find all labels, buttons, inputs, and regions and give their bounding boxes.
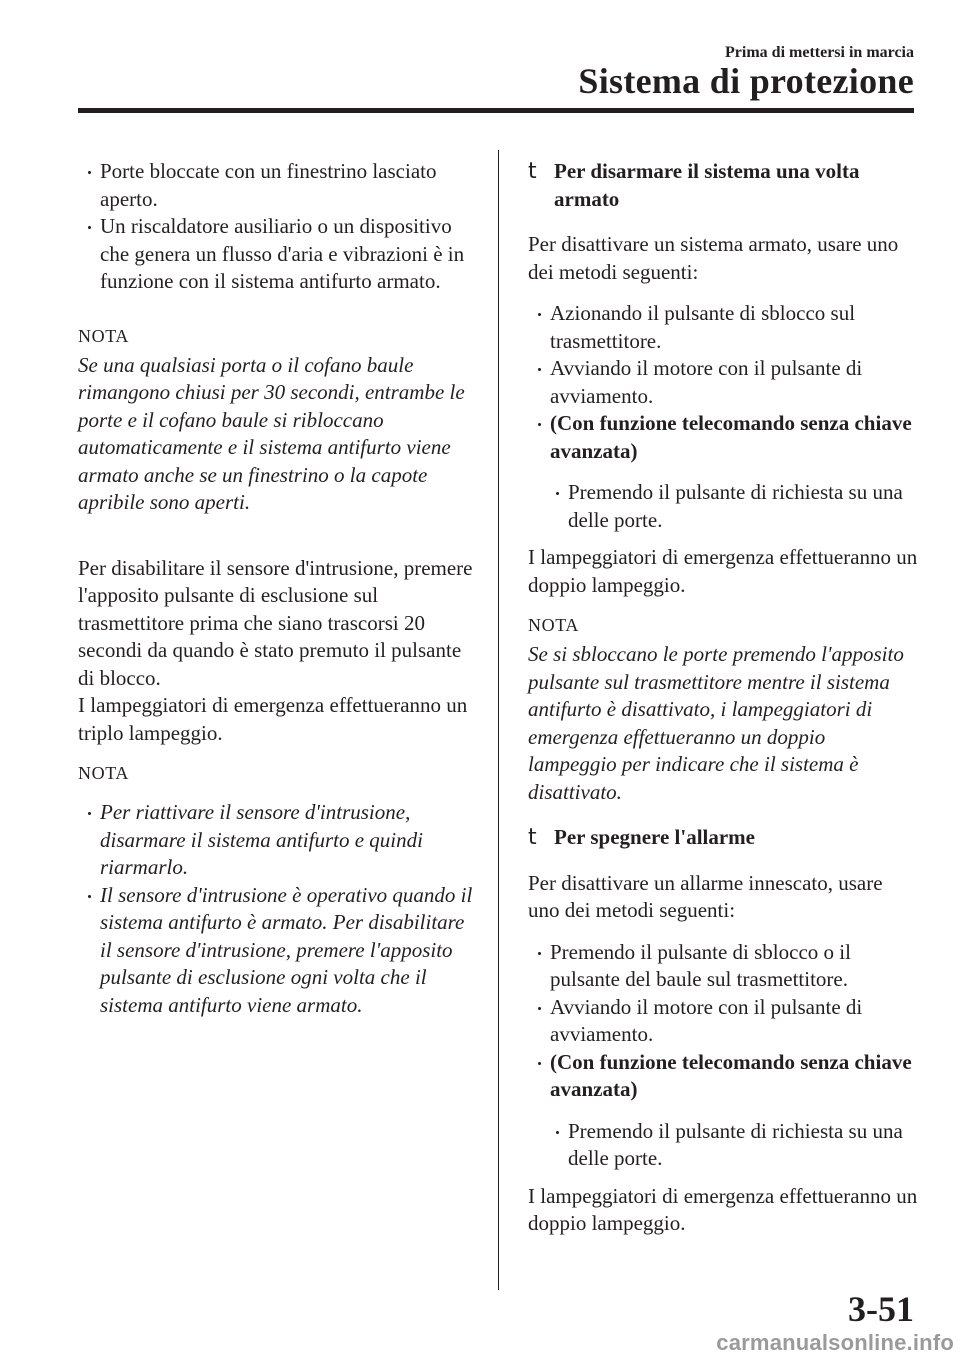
page-number: 3-51 [848,1289,914,1329]
page-title: Sistema di protezione [578,61,914,101]
sub-bullet-item: Premendo il pulsante di richiesta su una delle porte. [528,1118,918,1173]
bullet-item: Un riscaldatore ausiliario o un dispositivo che genera un flusso d'aria e vibrazioni è in funzione con il sistema antifurto armato. [78,213,478,296]
paragraph: Per disattivare un sistema armato, usare uno dei metodi seguenti: [528,232,899,284]
note-bullet: Per riattivare il sensore d'intrusione, disarmare il sistema antifurto e quindi riarmarlo. [78,799,478,882]
paragraph: I lampeggiatori di emergenza effettueranno un triplo lampeggio. [78,693,468,745]
heading-marker-icon: t [528,159,537,184]
heading-text: Per disarmare il sistema una volta armato [554,159,860,211]
paragraph: I lampeggiatori di emergenza effettueranno un doppio lampeggio. [528,545,918,597]
sub-bullet-item: Premendo il pulsante di richiesta su una delle porte. [528,479,918,534]
note-text: Se si sbloccano le porte premendo l'apposito pulsante sul trasmettitore mentre il sistema antifurto è disattivato, i lampeggiatori di emergenza effettueranno un doppio lampeggio per indicare che il sistema è disattivato. [528,642,904,804]
bullet-item: Azionando il pulsante di sblocco sul trasmettitore. [528,300,918,355]
bullet-item: Avviando il motore con il pulsante di avviamento. [528,355,918,410]
note-bullet: Il sensore d'intrusione è operativo quando il sistema antifurto è armato. Per disabilitare il sensore d'intrusione, premere l'apposito pulsante di esclusione ogni volta che il sistema antifurto viene armato. [78,882,478,1020]
bullet-item: Porte bloccate con un finestrino lasciato aperto. [78,158,478,213]
bullet-item: (Con funzione telecomando senza chiave avanzata) [528,410,918,465]
heading-text: Per spegnere l'allarme [554,825,755,849]
bullet-item: Avviando il motore con il pulsante di avviamento. [528,994,918,1049]
left-column [78,158,478,1019]
header-section-title: Prima di mettersi in marcia [725,44,914,61]
column-divider [498,150,499,1290]
section-heading [528,158,918,213]
note-label: NOTA [78,325,129,346]
section-heading [528,824,918,852]
paragraph: I lampeggiatori di emergenza effettueranno un doppio lampeggio. [528,1183,918,1235]
watermark: carmanualsonline.info [716,1330,954,1355]
paragraph: Per disattivare un allarme innescato, usare uno dei metodi seguenti: [528,870,883,922]
right-column [528,158,918,1238]
heading-marker-icon: t [528,825,537,850]
note-label: NOTA [528,615,579,635]
bullet-item: (Con funzione telecomando senza chiave avanzata) [528,1049,918,1104]
header-rule [78,108,914,113]
paragraph: Per disabilitare il sensore d'intrusione, premere l'apposito pulsante di esclusione sul trasmettitore prima che siano trascorsi 20 secondi da quando è stato premuto il pulsante di blocco. [78,555,473,690]
bullet-item: Premendo il pulsante di sblocco o il pulsante del baule sul trasmettitore. [528,939,918,994]
note-label: NOTA [78,763,129,783]
note-text: Se una qualsiasi porta o il cofano baule rimangono chiusi per 30 secondi, entrambe le porte e il cofano baule si ribloccano automaticamente e il sistema antifurto viene armato anche se un finestrino o la capote apribile sono aperti. [78,352,465,514]
